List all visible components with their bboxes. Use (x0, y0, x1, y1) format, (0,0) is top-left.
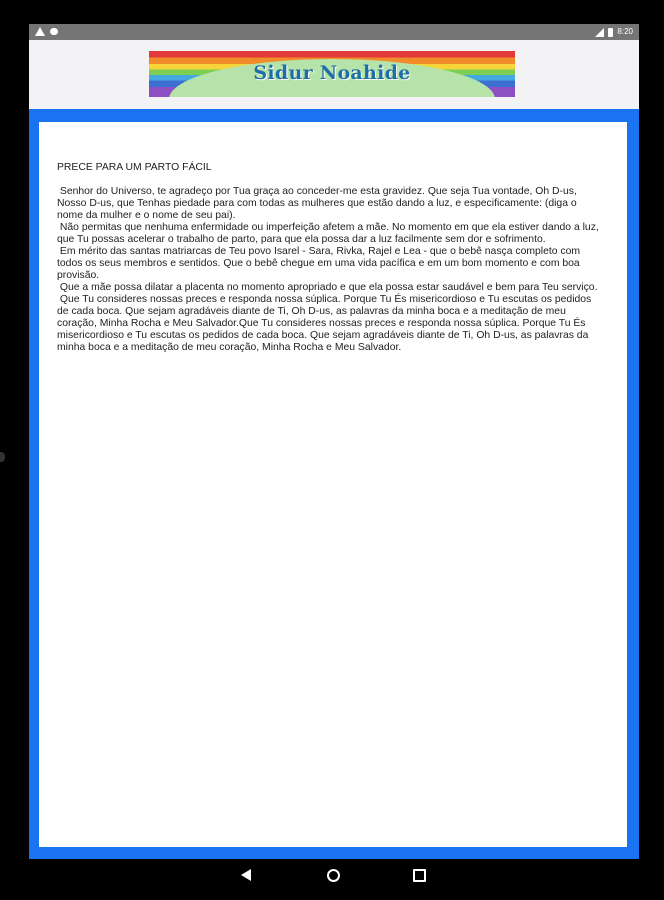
status-bar (29, 24, 639, 40)
battery-icon (608, 28, 613, 37)
recent-apps-icon[interactable] (413, 869, 426, 882)
prayer-content-panel[interactable] (39, 122, 627, 847)
home-icon[interactable] (327, 869, 340, 882)
status-bar-right (595, 27, 633, 37)
prayer-text: PRECE PARA UM PARTO FÁCIL Senhor do Universo, te agradeço por Tua graça ao conceder-me esta gravidez. Que seja Tua vontade, Oh D-us, Nosso D-us, que Tenhas piedade para com todas as mulheres que estão dando a luz, e especificamente: (diga o nome da mulher e o nome de seu pai). Não permitas que nenhuma enfermidade ou imperfeição afetem a mãe. No momento em que ela estiver dando a luz, que Tu possas acelerar o trabalho de parto, para que ela possa dar a luz facilmente sem dor e sofrimento. Em mérito das santas matriarcas de Teu povo Isarel - Sara, Rivka, Rajel e Lea - que o bebê nasça completo com todos os seus membros e sentidos. Que o bebê chegue em uma vida pacífica e em um bom momento e com boa provisão. Que a mãe possa dilatar a placenta no momento apropriado e que ela possa estar saudável e bem para Teu serviço. Que Tu consideres nossas preces e responda nossa súplica. Porque Tu És misericordioso e Tu escutas os pedidos de cada boca. Que sejam agradáveis diante de Ti, Oh D-us, as palavras da minha boca e a meditação de meu coração, Minha Rocha e Meu Salvador.Que Tu consideres nossas preces e responda nossa súplica. Porque Tu És misericordioso e Tu escutas os pedidos de cada boca. Que sejam agradáveis diante de Ti, Oh D-us, as palavras da minha boca e a meditação de meu coração, Minha Rocha e Meu Salvador. (57, 162, 599, 353)
warning-icon (35, 27, 45, 36)
chat-bubble-icon (50, 28, 58, 35)
app-header (29, 40, 639, 109)
status-time: 8:20 (617, 27, 633, 36)
signal-icon (595, 28, 604, 37)
back-icon[interactable] (241, 869, 251, 881)
banner-title: Sidur Noahide (253, 62, 411, 84)
status-bar-left (35, 27, 58, 36)
navigation-bar (0, 860, 664, 900)
side-indicator (0, 452, 5, 462)
app-screen (29, 24, 639, 859)
banner-logo (149, 51, 515, 97)
